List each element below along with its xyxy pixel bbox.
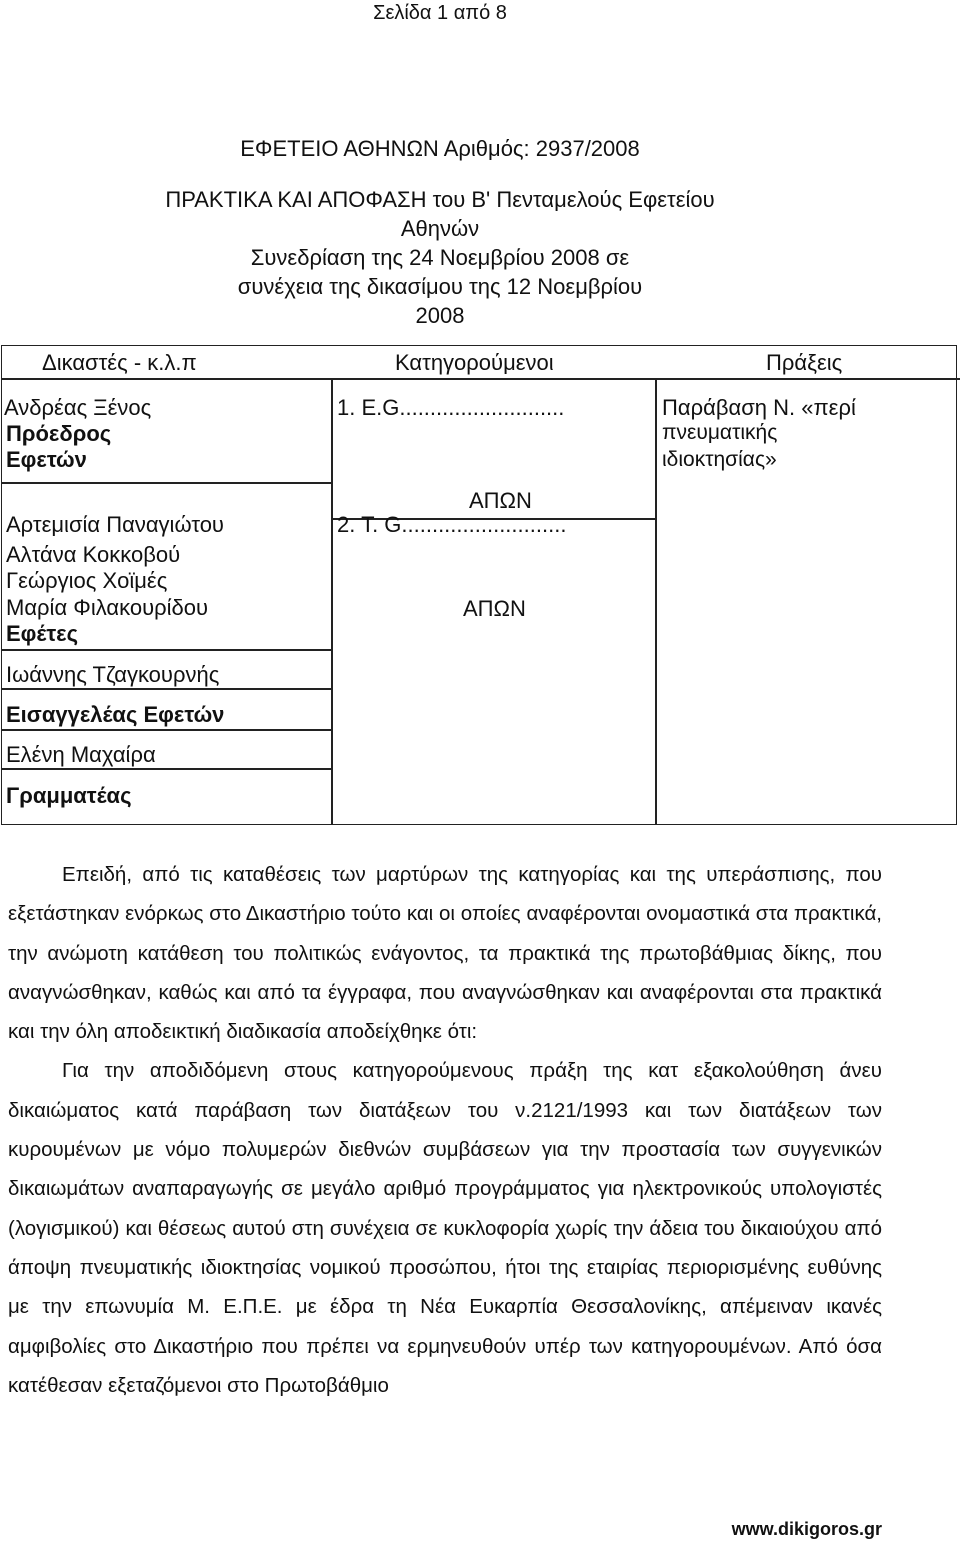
session-line-5: 2008 <box>415 303 465 328</box>
prosecutor-title: Εισαγγελέας Εφετών <box>6 702 225 727</box>
judge-3: Γεώργιος Χοϊμές <box>6 568 168 593</box>
column-header-judges: Δικαστές - κ.λ.π <box>42 350 197 375</box>
session-line-3: Συνεδρίαση της 24 Νοεμβρίου 2008 σε <box>250 245 630 270</box>
act-line-2: πνευματικής <box>662 421 778 444</box>
court-header: ΕΦΕΤΕΙΟ ΑΘΗΝΩΝ Αριθμός: 2937/2008 <box>240 136 640 161</box>
column-header-defendants: Κατηγορούμενοι <box>395 350 554 375</box>
act-line-3: ιδιοκτησίας» <box>662 448 777 471</box>
defendant-1-status: ΑΠΩΝ <box>469 488 532 513</box>
judges-title: Εφέτες <box>6 621 79 646</box>
session-line-4: συνέχεια της δικασίμου της 12 Νοεμβρίου <box>237 274 643 299</box>
page-number: Σελίδα 1 από 8 <box>373 2 507 24</box>
decision-body <box>8 855 882 1405</box>
column-divider-1 <box>331 378 333 824</box>
secretary-name: Ελένη Μαχαίρα <box>6 742 156 767</box>
prosecutor-name: Ιωάννης Τζαγκουρνής <box>6 662 220 687</box>
composition-table <box>1 345 957 825</box>
judge-4: Μαρία Φιλακουρίδου <box>6 595 209 620</box>
defendant-2-status: ΑΠΩΝ <box>463 596 526 621</box>
president-name: Ανδρέας Ξένος <box>4 395 152 420</box>
act-line-1: Παράβαση Ν. «περί <box>662 395 856 420</box>
footer-website: www.dikigoros.gr <box>731 1519 882 1539</box>
row-divider-secretary-name <box>2 768 332 770</box>
table-header-divider <box>2 378 960 380</box>
row-divider-judges <box>2 649 332 651</box>
judge-2: Αλτάνα Κοκκοβού <box>6 542 181 567</box>
secretary-title: Γραμματέας <box>6 783 132 808</box>
row-divider-president <box>2 482 332 484</box>
session-line-1: ΠΡΑΚΤΙΚΑ ΚΑΙ ΑΠΟΦΑΣΗ του Β' Πενταμελούς Εφετείου <box>165 187 715 212</box>
judge-1: Αρτεμισία Παναγιώτου <box>6 512 224 537</box>
session-line-2: Αθηνών <box>400 216 480 241</box>
row-divider-prosecutor-title <box>2 729 332 731</box>
paragraph-2: Για την αποδιδόμενη στους κατηγορούμενους πράξη της κατ εξακολούθηση άνευ δικαιώματος κατά παράβαση των διατάξεων του ν.2121/1993 και των διατάξεων των κυρουμένων με νόμο πολυμερών διεθνών συμβάσεων για την προστασία των συγγενικών δικαιωμάτων αναπαραγωγής σε μεγάλο αριθμό προγράμματος για ηλεκτρονικούς υπολογιστές (λογισμικού) και θέσεως αυτού στη συνέχεια σε κυκλοφορία χωρίς την άδεια του δικαιούχου από άποψη πνευματικής ιδιοκτησίας νομικού προσώπου, ήτοι της εταιρίας περιορισμένης ευθύνης με την επωνυμία Μ. Ε.Π.Ε. με έδρα τη Νέα Ευκαρπία Θεσσαλονίκης, απέμειναν ικανές αμφιβολίες στο Δικαστήριο που πρέπει να ερμηνευθούν υπέρ των κατηγορουμένων. Από όσα κατέθεσαν εξεταζόμενοι στο Πρωτοβάθμιο <box>8 1059 882 1397</box>
president-title-2: Εφετών <box>6 447 87 472</box>
paragraph-1: Επειδή, από τις καταθέσεις των μαρτύρων της κατηγορίας και της υπεράσπισης, που εξετάστηκαν ενόρκως στο Δικαστήριο τούτο και οι οποίες αναφέρονται ονομαστικά στα πρακτικά, την ανώμοτη κατάθεση του πολιτικώς ενάγοντος, τα πρακτικά της πρωτοβάθμιας δίκης, που αναγνώσθηκαν, καθώς και από τα έγγραφα, που αναγνώσθηκαν και αναφέρονται στα πρακτικά και την όλη αποδεικτική διαδικασία αποδείχθηκε ότι: <box>8 863 882 1044</box>
row-divider-prosecutor-name <box>2 688 332 690</box>
president-title-1: Πρόεδρος <box>6 421 112 446</box>
column-divider-2 <box>655 378 657 824</box>
session-header <box>0 185 880 330</box>
defendant-2: 2. T. G........................... <box>337 512 567 537</box>
defendant-1: 1. E.G........................... <box>337 395 565 420</box>
column-header-acts: Πράξεις <box>766 350 843 375</box>
